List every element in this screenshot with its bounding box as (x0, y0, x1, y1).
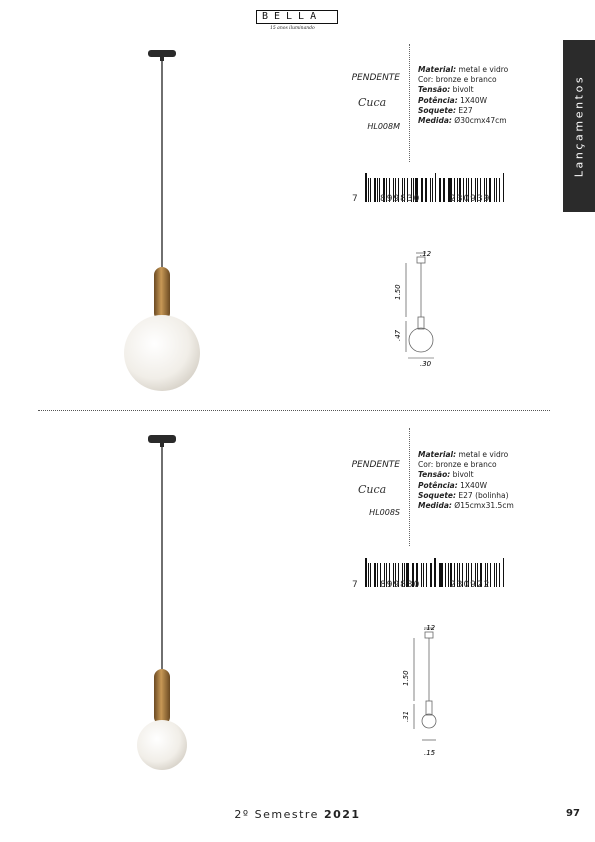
dim-body: .47 (394, 329, 402, 341)
barcode-bar (374, 563, 376, 587)
spec-list (418, 65, 508, 126)
product-signature: Cuca (358, 483, 387, 496)
barcode-bar (365, 558, 367, 587)
spec-row: Soquete: E27 (bolinha) (418, 490, 509, 500)
glass-globe (137, 720, 187, 770)
barcode-bar (430, 563, 431, 587)
brand-logo (256, 10, 338, 36)
glass-globe (124, 315, 200, 391)
spec-row: Material: metal e vidro (418, 450, 509, 459)
barcode-bar (503, 558, 504, 587)
barcode-bar (368, 563, 369, 587)
dimension-drawing-hl008m (380, 245, 450, 370)
barcode-bar (370, 563, 371, 587)
barcode-bar (368, 178, 369, 202)
spec-row: Medida: Ø15cmx31.5cm (418, 501, 514, 511)
barcode-bar (496, 178, 498, 202)
product-code: HL008S (369, 508, 400, 517)
page-number: 97 (566, 808, 580, 819)
separator (409, 428, 410, 546)
barcode-bar (443, 178, 445, 202)
semester-label: 2º Semestre (234, 808, 319, 821)
barcode-bar (423, 563, 424, 587)
barcode-bar (440, 178, 441, 202)
dim-top: .12 (420, 250, 432, 258)
dim-width: .30 (420, 360, 432, 368)
spec-row: Medida: Ø30cmx47cm (418, 116, 507, 126)
spec-row: Cor: bronze e branco (418, 75, 497, 85)
logo-tagline: 15 anos iluminando (270, 26, 315, 31)
barcode-prefix: 7 (352, 194, 359, 204)
barcode-group2: 230939 (450, 194, 491, 204)
barcode-bar (421, 563, 423, 587)
barcode-bar (499, 178, 500, 202)
product-photo-hl008s (110, 432, 220, 777)
spec-list (418, 450, 514, 511)
product-type: PENDENTE (351, 73, 400, 83)
barcode-bar (448, 563, 449, 587)
barcode-bar (435, 173, 436, 202)
dim-cable: 1.50 (402, 670, 410, 686)
barcode-bar (365, 173, 367, 202)
spec-row: Material: metal e vidro (418, 65, 509, 74)
barcode-bar (422, 178, 423, 202)
barcode-bar (499, 563, 500, 587)
dim-body: .31 (402, 710, 410, 722)
product-signature: Cuca (358, 96, 387, 109)
separator (409, 44, 410, 162)
barcode-bar (374, 178, 376, 202)
barcode-bar (448, 178, 449, 202)
barcode-bar (494, 178, 495, 202)
barcode-bar (494, 563, 495, 587)
spec-row: Potência: 1X40W (418, 95, 488, 105)
barcode-prefix: 7 (352, 580, 359, 590)
spec-row: Tensão: bivolt (418, 470, 474, 480)
canopy (148, 50, 176, 57)
barcode-bar (421, 178, 422, 202)
footer-semester (0, 808, 595, 821)
barcode-bar (377, 563, 378, 587)
barcode-bar (439, 563, 440, 587)
barcode-bar (439, 178, 440, 202)
barcode-bar (496, 563, 498, 587)
barcode-bar (445, 563, 446, 587)
spec-row: Cor: bronze e branco (418, 460, 497, 470)
barcode-bar (490, 563, 491, 587)
spec-row: Potência: 1X40W (418, 480, 488, 490)
bronze-socket (154, 267, 170, 321)
section-divider (38, 410, 550, 411)
spec-row: Tensão: bivolt (418, 85, 474, 95)
barcode-bar (377, 178, 378, 202)
dim-width: .15 (424, 749, 436, 757)
spec-row: Soquete: E27 (418, 105, 473, 115)
barcode-bar (440, 563, 442, 587)
product-type: PENDENTE (351, 460, 400, 470)
barcode-bar (503, 173, 504, 202)
product-code: HL008M (367, 122, 400, 131)
dim-cable: 1.50 (394, 284, 402, 300)
barcode-bar (425, 178, 427, 202)
dim-top: .12 (424, 624, 436, 632)
barcode-bar (431, 563, 432, 587)
year-label: 2021 (323, 808, 361, 821)
bronze-socket (154, 669, 170, 725)
barcode-bar (370, 178, 371, 202)
barcode-group2: 230922 (450, 580, 491, 590)
product-photo-hl008m (110, 45, 220, 395)
barcode-group1: 899830 (380, 580, 421, 590)
barcode-bar (434, 558, 436, 587)
canopy (148, 435, 176, 443)
dimension-drawing-hl008s (380, 618, 450, 763)
section-tab-label: Lançamentos (572, 74, 586, 178)
section-tab (563, 40, 595, 212)
barcode-group1: 899830 (380, 194, 421, 204)
barcode-bar (430, 178, 432, 202)
barcode-bar (432, 178, 433, 202)
barcode-bar (426, 563, 427, 587)
logo-text: BELLA (262, 11, 323, 22)
